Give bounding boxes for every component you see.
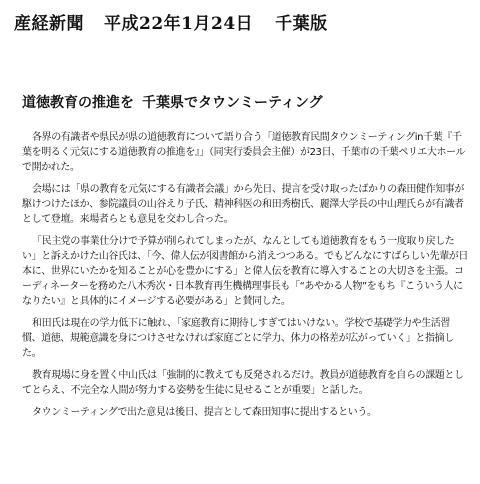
article-paragraph: 教育現場に身を置く中山氏は「強制的に教えても反発されるだけ。教員が道徳教育を自らの課題としてとらえ、不完全な人間が努力する姿勢を生徒に見せることが重要」と話した。 [22, 370, 464, 396]
article-body [22, 130, 468, 420]
edition-name: 千葉版 [275, 14, 328, 34]
article-paragraph: 会場には「県の教育を元気にする有識者会議」から先日、提言を受け取ったばかりの森田健作知事が駆けつけたほか、参院議員の山谷えり子氏、精神科医の和田秀樹氏、麗澤大学長の中山理氏らが有識者として登壇。来場者らとも意見を交わし合った。 [22, 184, 464, 225]
article-paragraph: 和田氏は現在の学力低下に触れ、「家庭教育に期待しすぎてはいけない。学校で基礎学力や生活習慣、道徳、規範意識を身につけさせなければ家庭ごとに学力、体力の格差が広がっていく」と指摘した。 [22, 318, 454, 359]
masthead [14, 12, 474, 36]
newspaper-name: 産経新聞 [14, 14, 84, 34]
article-headline [22, 94, 472, 112]
publication-date: 平成22年1月24日 [104, 14, 254, 34]
article-paragraph: タウンミーティングで出た意見は後日、提言として森田知事に提出するという。 [32, 407, 377, 418]
article-paragraph: 「民主党の事業仕分けで予算が削られてしまったが、なんとしても道徳教育をもう一度取り戻したい」と訴えかけた山谷氏は、「今、偉人伝が図書館から消えつつある。でもどんなにすばらしい先輩が日本に、世界にいたかを知ることが心を豊かにする」と偉人伝を教育に導入することの大切さを主張。コーディネーターを務めた八木秀次・日本教育再生機構理事長も「“あやかる人物”をもち『こういう人になりたい』と具体的にイメージする必要がある」と賛同した。 [22, 236, 468, 307]
article-paragraph: 各界の有識者や県民が県の道徳教育について語り合う「道徳教育民間タウンミーティングin千葉『千葉を明るく元気にする道徳教育の推進を』」（同実行委員会主催）が23日、千葉市の千葉ペリエ大ホールで開かれた。 [22, 132, 466, 173]
headline-sub: 千葉県でタウンミーティング [142, 95, 323, 111]
headline-main: 道徳教育の推進を [22, 95, 134, 111]
